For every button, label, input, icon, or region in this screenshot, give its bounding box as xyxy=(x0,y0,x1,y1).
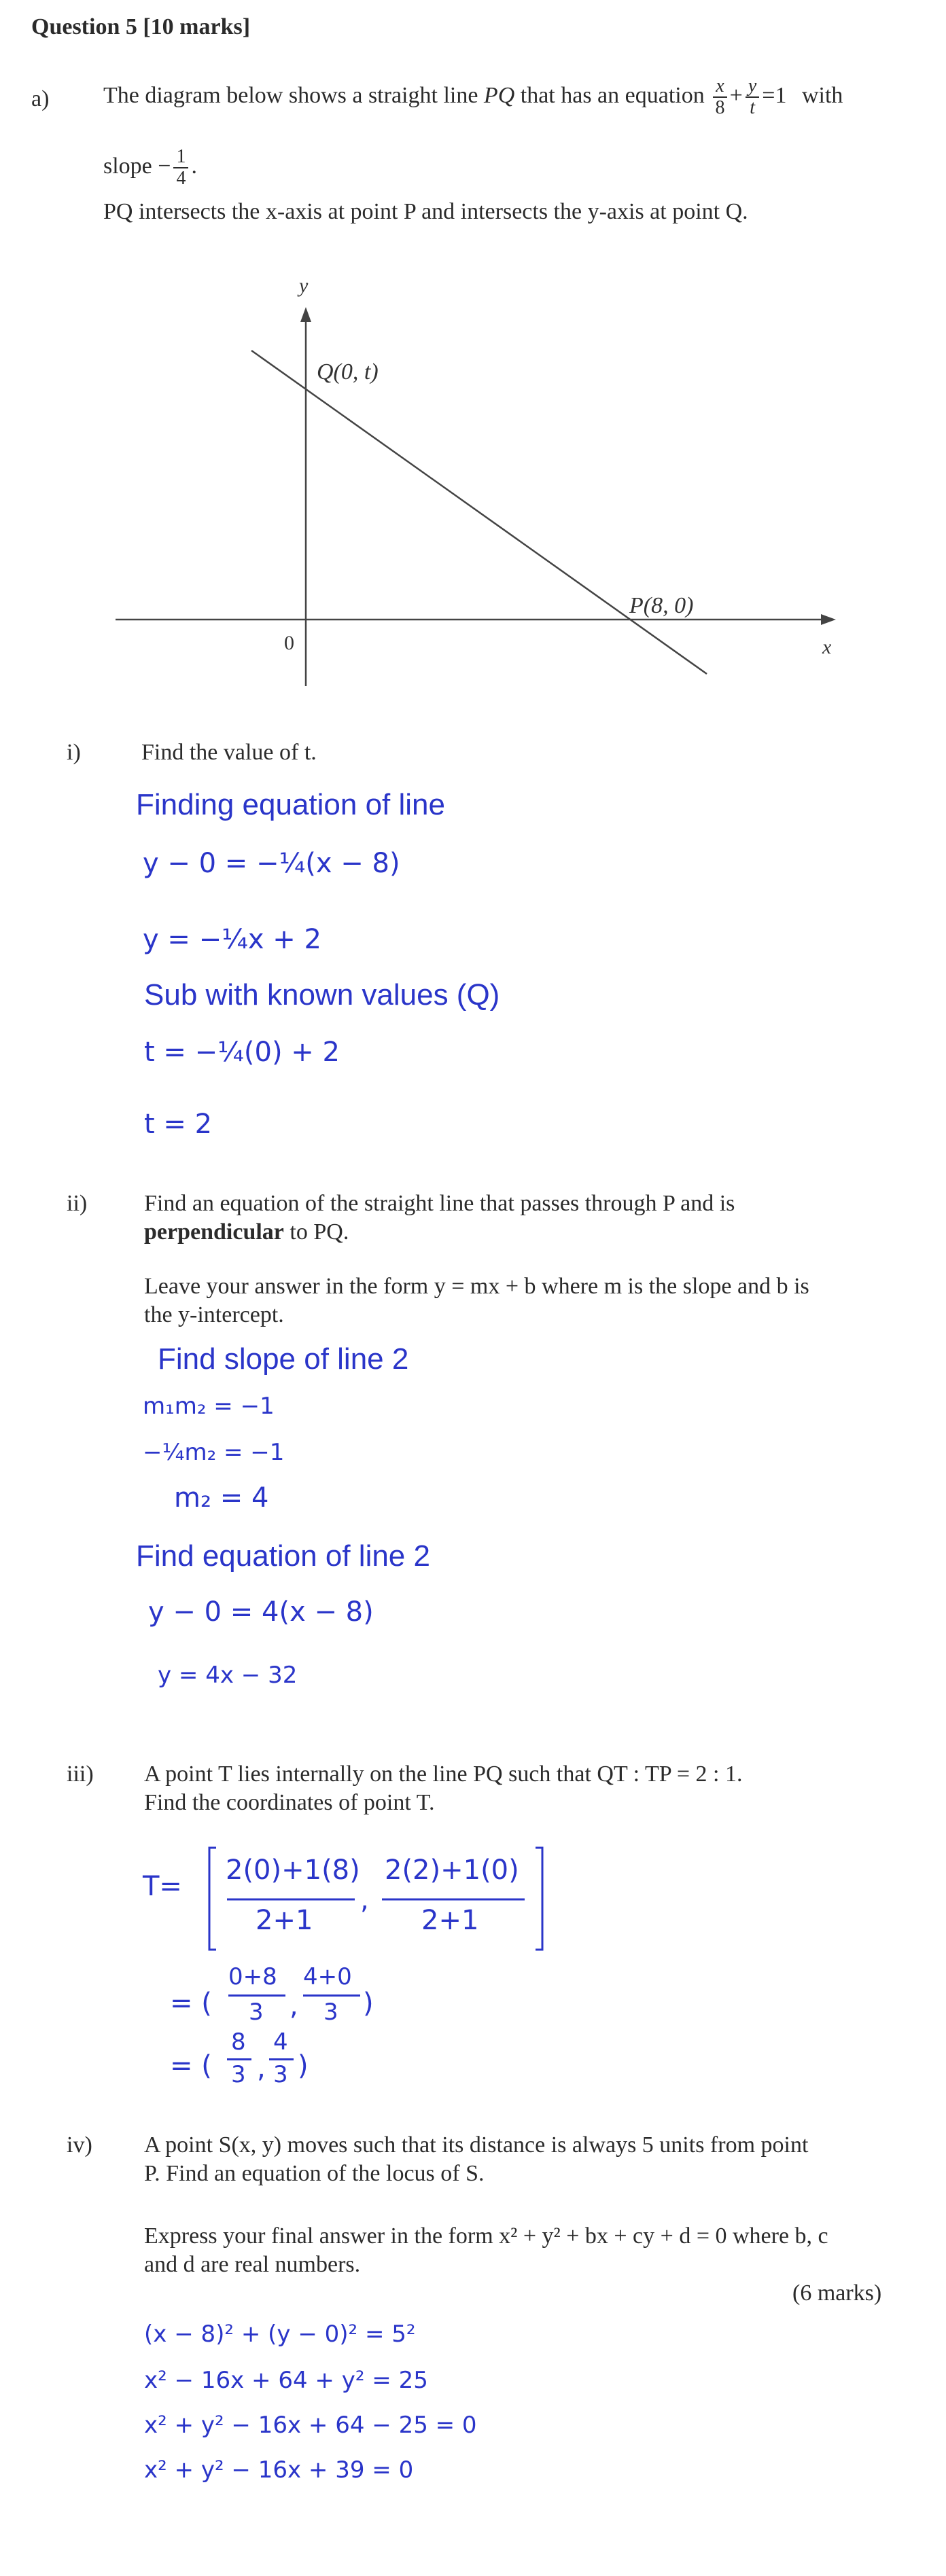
fraction-bar-6 xyxy=(269,2058,294,2060)
part-i-work-4: t = 2 xyxy=(144,1109,213,1140)
part-iii-num-1: 2(0)+1(8) xyxy=(226,1855,360,1886)
part-a-label: a) xyxy=(31,86,50,111)
part-iii-eq-3: = ( xyxy=(170,2050,212,2081)
right-bracket-icon xyxy=(536,1848,542,1950)
fraction-bar-5 xyxy=(227,2058,251,2060)
part-iv-prompt-3: Express your final answer in the form x² + y² + bx + cy + d = 0 where b, c xyxy=(144,2223,828,2249)
part-iii-prompt-2: Find the coordinates of point T. xyxy=(144,1790,435,1815)
part-iii-close-paren-2: ) xyxy=(298,2050,309,2081)
part-i-heading-1: Finding equation of line xyxy=(136,788,445,821)
part-iv-work-3: x² + y² − 16x + 64 − 25 = 0 xyxy=(144,2412,477,2439)
part-a-pq: PQ xyxy=(483,82,515,108)
origin-label: 0 xyxy=(284,632,294,654)
x-axis-label: x xyxy=(822,636,832,658)
part-a-line1-post: with xyxy=(801,82,843,108)
part-a-line1-mid: that has an equation xyxy=(520,82,705,108)
part-iv-marks: (6 marks) xyxy=(792,2280,882,2306)
fraction-bar-3 xyxy=(228,1994,285,1997)
part-iv-work-4: x² + y² − 16x + 39 = 0 xyxy=(144,2456,414,2484)
y-axis-label: y xyxy=(299,274,309,297)
part-i-work-3: t = −¼(0) + 2 xyxy=(144,1037,340,1068)
part-a-line1: The diagram below shows a straight line PQ that has an equation $\frac{x}{8}$ + $\frac{y}{t}$ =1 with xyxy=(103,75,843,118)
part-ii-heading-2: Find equation of line 2 xyxy=(136,1539,430,1573)
x-axis-arrow-icon xyxy=(821,614,836,625)
part-ii-work-2: −¼m₂ = −1 xyxy=(143,1439,285,1466)
part-ii-prompt-1: Find an equation of the straight line that passes through P and is xyxy=(144,1191,735,1216)
part-i-work-1: y − 0 = −¼(x − 8) xyxy=(143,848,400,879)
part-ii-prompt-3: Leave your answer in the form y = mx + b where m is the slope and b is xyxy=(144,1274,809,1299)
part-iii-den-1: 2+1 xyxy=(256,1905,313,1936)
part-iv-prompt-4: and d are real numbers. xyxy=(144,2252,361,2277)
part-iii-prompt-1: A point T lies internally on the line PQ such that QT : TP = 2 : 1. xyxy=(144,1761,743,1787)
part-iii-num-2: 2(2)+1(0) xyxy=(385,1855,519,1886)
part-iii-comma-2: , xyxy=(290,1990,298,2022)
part-iii-close-paren-1: ) xyxy=(363,1988,374,2019)
part-ii-work-1: m₁m₂ = −1 xyxy=(143,1393,275,1420)
frac-x-over-8: $\frac{x}{8}$ xyxy=(713,76,726,118)
part-iii-den-2: 2+1 xyxy=(421,1905,479,1936)
fraction-bar-4 xyxy=(303,1994,360,1997)
frac-one-quarter: $\frac{1}{4}$ xyxy=(173,147,188,189)
part-ii-label: ii) xyxy=(67,1191,88,1216)
part-ii-work-4: y − 0 = 4(x − 8) xyxy=(148,1596,374,1628)
part-iii-den-3: 3 xyxy=(249,1999,264,2026)
part-iv-work-2: x² − 16x + 64 + y² = 25 xyxy=(144,2367,428,2394)
part-iv-label: iv) xyxy=(67,2132,92,2158)
part-iii-t-equals: T= xyxy=(143,1871,182,1902)
q-point-label: Q(0, t) xyxy=(317,359,379,384)
part-iv-prompt-2: P. Find an equation of the locus of S. xyxy=(144,2161,485,2186)
part-iii-num-5: 8 xyxy=(231,2028,246,2056)
part-ii-work-3: m₂ = 4 xyxy=(174,1482,269,1514)
part-iii-comma-3: , xyxy=(257,2053,266,2084)
part-iii-comma-1: , xyxy=(360,1884,369,1916)
part-iii-num-3: 0+8 xyxy=(228,1963,277,1990)
part-i-label: i) xyxy=(67,740,81,765)
part-ii-prompt-2: perpendicular to PQ. xyxy=(144,1219,349,1245)
part-a-line1-pre: The diagram below shows a straight line xyxy=(103,82,478,108)
part-a-slope: slope − $\frac{1}{4}$ . xyxy=(103,146,197,189)
part-i-work-2: y = −¼x + 2 xyxy=(143,924,321,955)
left-bracket-icon xyxy=(209,1848,216,1950)
part-iv-prompt-1: A point S(x, y) moves such that its distance is always 5 units from point xyxy=(144,2132,809,2158)
part-ii-prompt-4: the y-intercept. xyxy=(144,1302,284,1327)
part-a-eq-rest: =1 xyxy=(762,82,787,108)
part-ii-work-5: y = 4x − 32 xyxy=(158,1662,298,1689)
part-i-prompt: Find the value of t. xyxy=(141,740,317,765)
part-iii-num-4: 4+0 xyxy=(303,1963,352,1990)
line-diagram xyxy=(102,265,877,700)
part-ii-heading-1: Find slope of line 2 xyxy=(158,1342,409,1376)
part-iii-den-4: 3 xyxy=(323,1999,338,2026)
part-iv-work-1: (x − 8)² + (y − 0)² = 5² xyxy=(144,2321,416,2348)
part-iii-den-6: 3 xyxy=(273,2061,288,2088)
frac-y-over-t: $\frac{y}{t}$ xyxy=(746,76,759,118)
part-iii-den-5: 3 xyxy=(231,2061,246,2088)
question-title: Question 5 [10 marks] xyxy=(31,14,251,39)
part-iii-label: iii) xyxy=(67,1761,94,1787)
line-pq xyxy=(251,351,707,674)
y-axis-arrow-icon xyxy=(300,307,311,322)
part-iii-eq-2: = ( xyxy=(170,1988,212,2019)
part-iii-num-6: 4 xyxy=(273,2028,288,2056)
p-point-label: P(8, 0) xyxy=(629,593,694,618)
part-a-intersect-text: PQ intersects the x-axis at point P and intersects the y-axis at point Q. xyxy=(103,199,748,224)
part-i-heading-2: Sub with known values (Q) xyxy=(144,978,500,1012)
